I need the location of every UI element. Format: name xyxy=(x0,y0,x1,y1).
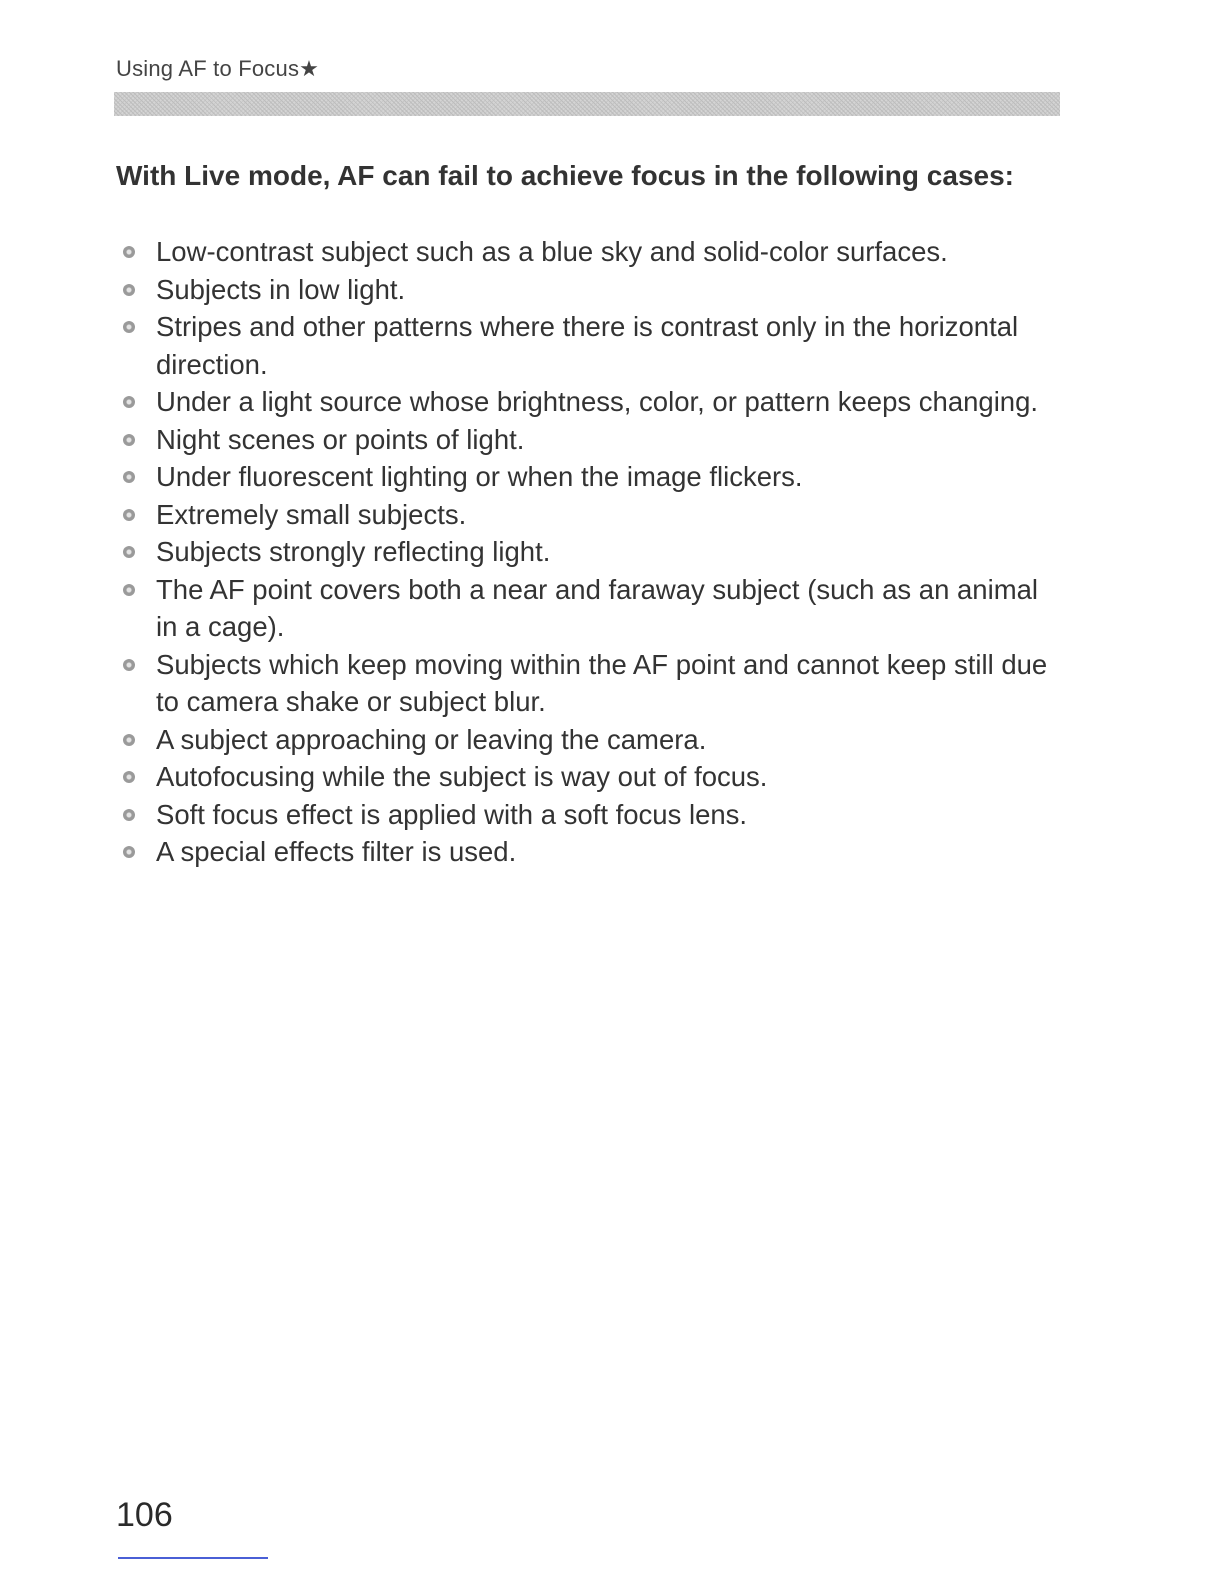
list-item-text: Low-contrast subject such as a blue sky and solid-color surfaces. xyxy=(156,236,948,267)
list-item-text: Subjects in low light. xyxy=(156,273,406,305)
list-item xyxy=(116,758,1056,796)
list-item-text: A subject approaching or leaving the camera. xyxy=(156,723,707,755)
list-item-text: Soft focus effect is applied with a soft focus lens. xyxy=(156,798,748,830)
list-item-text: Under a light source whose brightness, color, or pattern keeps changing. xyxy=(156,386,1039,417)
list-item xyxy=(116,496,1056,534)
list-item-text: Subjects strongly reflecting light. xyxy=(156,536,551,567)
list-item xyxy=(116,421,1056,459)
bullet-icon xyxy=(123,321,135,333)
list-item-text: Autofocusing while the subject is way out of focus. xyxy=(156,761,768,792)
bullet-icon xyxy=(123,434,135,446)
list-item xyxy=(116,646,1056,721)
bullet-icon xyxy=(123,659,135,671)
bullet-icon xyxy=(123,284,135,296)
list-item xyxy=(116,833,1056,871)
bullet-icon xyxy=(123,584,135,596)
bullet-icon xyxy=(123,471,135,483)
section-heading: With Live mode, AF can fail to achieve focus in the following cases: xyxy=(116,160,1014,191)
list-item xyxy=(116,458,1056,496)
list-item-text: The AF point covers both a near and faraway subject (such as an animal in a cage). xyxy=(156,573,1039,642)
list-item-text: A special effects filter is used. xyxy=(156,836,517,867)
running-header-title: Using AF to Focus★ xyxy=(116,56,320,81)
list-item xyxy=(116,721,1056,759)
list-item xyxy=(116,533,1056,571)
list-item xyxy=(116,308,1056,383)
bullet-icon xyxy=(123,734,135,746)
bullet-icon xyxy=(123,846,135,858)
list-item xyxy=(116,383,1056,421)
page-number: 106 xyxy=(116,1496,173,1534)
list-item xyxy=(116,796,1056,834)
bullet-icon xyxy=(123,771,135,783)
bullet-icon xyxy=(123,809,135,821)
list-item-text: Night scenes or points of light. xyxy=(156,423,525,455)
bullet-icon xyxy=(123,546,135,558)
bullet-icon xyxy=(123,246,135,258)
list-item-text: Extremely small subjects. xyxy=(156,498,467,530)
footer-rule xyxy=(118,1557,268,1559)
list-item xyxy=(116,271,1056,309)
list-item xyxy=(116,571,1056,646)
header-pattern-bar xyxy=(114,92,1060,116)
bullet-icon xyxy=(123,509,135,521)
list-item-text: Stripes and other patterns where there is contrast only in the horizontal direction. xyxy=(156,311,1019,380)
bullet-icon xyxy=(123,396,135,408)
list-item-text: Subjects which keep moving within the AF point and cannot keep still due to camera shake or subject blur. xyxy=(156,648,1048,717)
list-item-text: Under fluorescent lighting or when the image flickers. xyxy=(156,461,803,492)
list-item xyxy=(116,233,1056,271)
af-failure-cases-list xyxy=(116,233,1056,871)
